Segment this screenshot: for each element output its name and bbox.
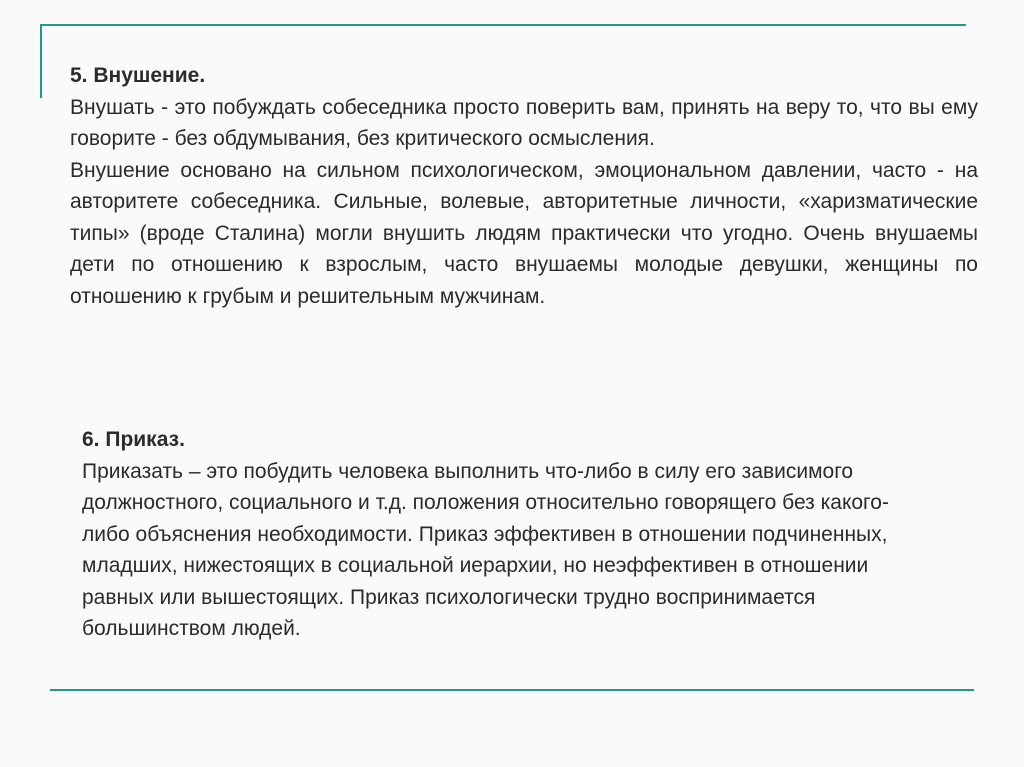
section-suggestion-heading: 5. Внушение. <box>70 64 206 87</box>
section-order <box>82 424 922 645</box>
section-order-description: Приказать – это побудить человека выполнить что-либо в силу его зависимого должностного, социального и т.д. положения относительно говорящего без какого-либо объяснения необходимости. Приказ эффективен в отношении подчиненных, младших, нижестоящих в социальной иерархии, но неэффективен в отношении равных или вышестоящих. Приказ психологически трудно воспринимается большинством людей. <box>82 459 889 640</box>
section-order-heading: 6. Приказ. <box>82 428 185 451</box>
frame-bottom-line <box>50 689 974 691</box>
frame-left-line <box>40 24 42 98</box>
section-suggestion-definition: Внушать - это побуждать собеседника просто поверить вам, принять на веру то, что вы ему говорите - без обдумывания, без критического осмысления. <box>70 95 978 150</box>
section-suggestion <box>70 60 978 312</box>
frame-top-line <box>40 24 966 26</box>
section-suggestion-description: Внушение основано на сильном психологическом, эмоциональном давлении, часто - на авторитете собеседника. Сильные, волевые, авторитетные личности, «харизматические типы» (вроде Сталина) могли внушить людям практически что угодно. Очень внушаемы дети по отношению к взрослым, часто внушаемы молодые девушки, женщины по отношению к грубым и решительным мужчинам. <box>70 158 978 308</box>
